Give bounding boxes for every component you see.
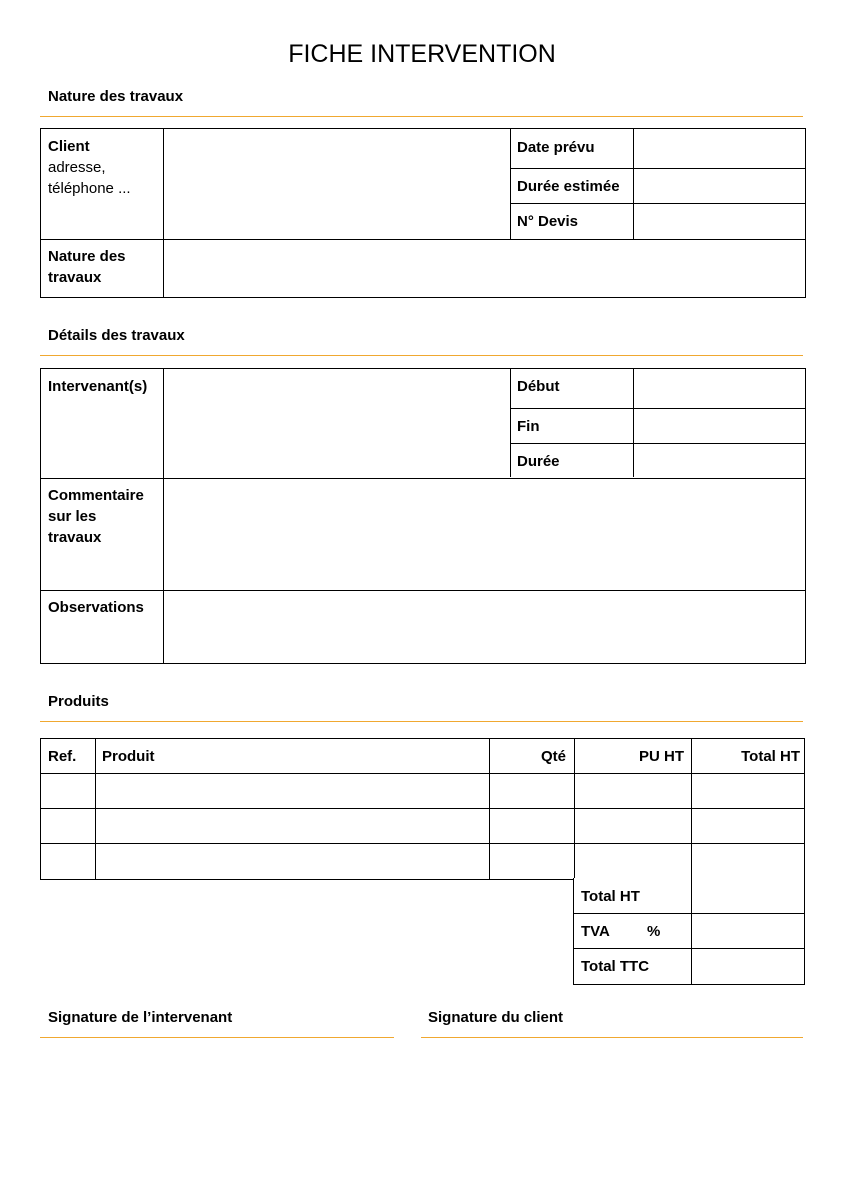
col-divider [163, 129, 164, 297]
section-title-produits: Produits [48, 693, 109, 710]
duree-estimee-label: Durée estimée [517, 178, 620, 195]
total-ttc-label: Total TTC [581, 958, 650, 975]
row-divider [41, 808, 804, 809]
client-phone-hint: téléphone ... [48, 180, 131, 197]
signature-intervenant-label: Signature de l’intervenant [48, 1009, 233, 1026]
col-header-ref: Ref. [48, 748, 77, 765]
totals-table [573, 878, 805, 985]
table-row[interactable] [41, 845, 804, 878]
col-header-qte: Qté [540, 748, 566, 765]
products-table [40, 738, 805, 880]
observations-label: Observations [48, 599, 144, 616]
col-divider [510, 369, 511, 477]
col-divider [633, 369, 634, 477]
client-field[interactable] [165, 130, 509, 238]
section-title-details: Détails des travaux [48, 327, 185, 344]
commentaire-label-line1: Commentaire [48, 487, 144, 504]
row-divider [574, 948, 804, 949]
client-info-table [40, 128, 806, 298]
signature-client-area[interactable] [421, 1045, 803, 1165]
client-label-cell [48, 136, 131, 199]
commentaire-label-line3: travaux [48, 529, 102, 546]
row-divider [510, 443, 805, 444]
col-header-pu-ht: PU HT [639, 748, 684, 765]
table-row[interactable] [41, 775, 804, 807]
duree-field[interactable] [635, 445, 805, 477]
row-divider [510, 168, 805, 169]
tva-percent-label: % [647, 923, 661, 940]
section-divider [40, 116, 803, 117]
date-prevu-field[interactable] [635, 130, 805, 167]
row-divider [41, 590, 805, 591]
nature-field[interactable] [165, 241, 805, 297]
commentaire-field[interactable] [165, 480, 805, 589]
table-row[interactable] [41, 810, 804, 842]
row-divider [510, 203, 805, 204]
row-divider [41, 773, 804, 774]
section-divider [40, 355, 803, 356]
signature-intervenant-area[interactable] [40, 1045, 394, 1165]
col-header-produit: Produit [102, 748, 155, 765]
duree-label: Durée [517, 453, 560, 470]
page-title: FICHE INTERVENTION [288, 40, 556, 68]
tva-label: TVA [581, 923, 610, 940]
client-address-hint: adresse, [48, 159, 106, 176]
signature-intervenant-line [40, 1037, 394, 1038]
nature-label-line2: travaux [48, 269, 102, 286]
fin-field[interactable] [635, 410, 805, 442]
n-devis-field[interactable] [635, 205, 805, 238]
row-divider [510, 408, 805, 409]
fin-label: Fin [517, 418, 540, 435]
intervenants-field[interactable] [165, 370, 509, 477]
total-ht-label: Total HT [581, 888, 640, 905]
debut-field[interactable] [635, 370, 805, 407]
col-divider [163, 369, 164, 663]
row-divider [574, 913, 804, 914]
col-divider [510, 129, 511, 239]
commentaire-label [48, 485, 144, 548]
tva-field[interactable] [693, 915, 804, 947]
n-devis-label: N° Devis [517, 213, 579, 230]
col-header-total-ht: Total HT [741, 748, 800, 765]
client-label: Client [48, 138, 90, 155]
total-ht-field[interactable] [693, 879, 804, 912]
duree-estimee-field[interactable] [635, 170, 805, 202]
debut-label: Début [517, 378, 560, 395]
row-divider [41, 478, 805, 479]
date-prevu-label: Date prévu [517, 139, 595, 156]
details-table [40, 368, 806, 664]
observations-field[interactable] [165, 592, 805, 662]
section-divider [40, 721, 803, 722]
commentaire-label-line2: sur les [48, 508, 97, 525]
signature-client-label: Signature du client [428, 1009, 564, 1026]
nature-label-line1: Nature des [48, 248, 126, 265]
col-divider [633, 129, 634, 239]
col-divider [691, 878, 692, 984]
row-divider [41, 843, 804, 844]
row-divider [41, 239, 805, 240]
intervenants-label: Intervenant(s) [48, 378, 148, 395]
total-ttc-field[interactable] [693, 950, 804, 982]
nature-label [48, 246, 126, 288]
section-title-nature: Nature des travaux [48, 88, 184, 105]
signature-client-line [421, 1037, 803, 1038]
